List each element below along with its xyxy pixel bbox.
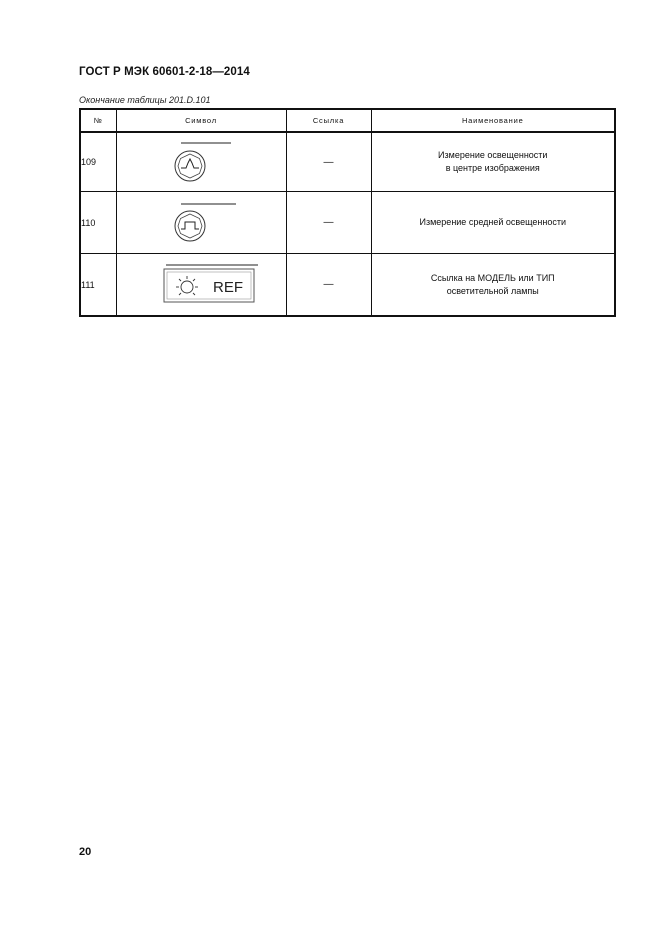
row-symbol xyxy=(116,192,286,254)
table-row xyxy=(80,254,615,317)
row-number: 110 xyxy=(80,192,116,254)
page-number: 20 xyxy=(79,846,92,858)
row-number: 109 xyxy=(80,132,116,192)
row-name-line: осветительной лампы xyxy=(446,285,539,296)
document-header: ГОСТ Р МЭК 60601-2-18—2014 xyxy=(79,66,250,78)
table-row xyxy=(80,192,615,254)
row-reference: — xyxy=(286,254,371,317)
row-name-line: Измерение освещенности xyxy=(438,150,548,160)
lamp-icon xyxy=(176,276,198,295)
row-name xyxy=(371,254,615,317)
lamp-ref-icon xyxy=(136,260,266,310)
row-name-line: Измерение средней освещенности xyxy=(419,217,566,227)
row-name xyxy=(371,192,615,254)
row-name-line: Ссылка на МОДЕЛЬ или ТИП xyxy=(430,272,555,283)
ref-label: REF xyxy=(213,278,243,296)
row-reference: — xyxy=(286,192,371,254)
symbols-table xyxy=(79,108,616,317)
column-header-number: № xyxy=(80,109,116,132)
row-symbol xyxy=(116,132,286,192)
row-reference: — xyxy=(286,132,371,192)
column-header-name: Наименование xyxy=(371,109,615,132)
row-name xyxy=(371,132,615,192)
column-header-symbol: Символ xyxy=(116,109,286,132)
average-illuminance-measurement-icon xyxy=(146,198,256,248)
table-row xyxy=(80,132,615,192)
illuminance-center-measurement-icon xyxy=(146,137,256,187)
row-symbol xyxy=(116,254,286,317)
column-header-reference: Ссылка xyxy=(286,109,371,132)
row-number: 111 xyxy=(80,254,116,317)
table-caption: Окончание таблицы 201.D.101 xyxy=(79,95,211,105)
row-name-line: в центре изображения xyxy=(445,163,540,173)
table-header-row xyxy=(80,109,615,132)
